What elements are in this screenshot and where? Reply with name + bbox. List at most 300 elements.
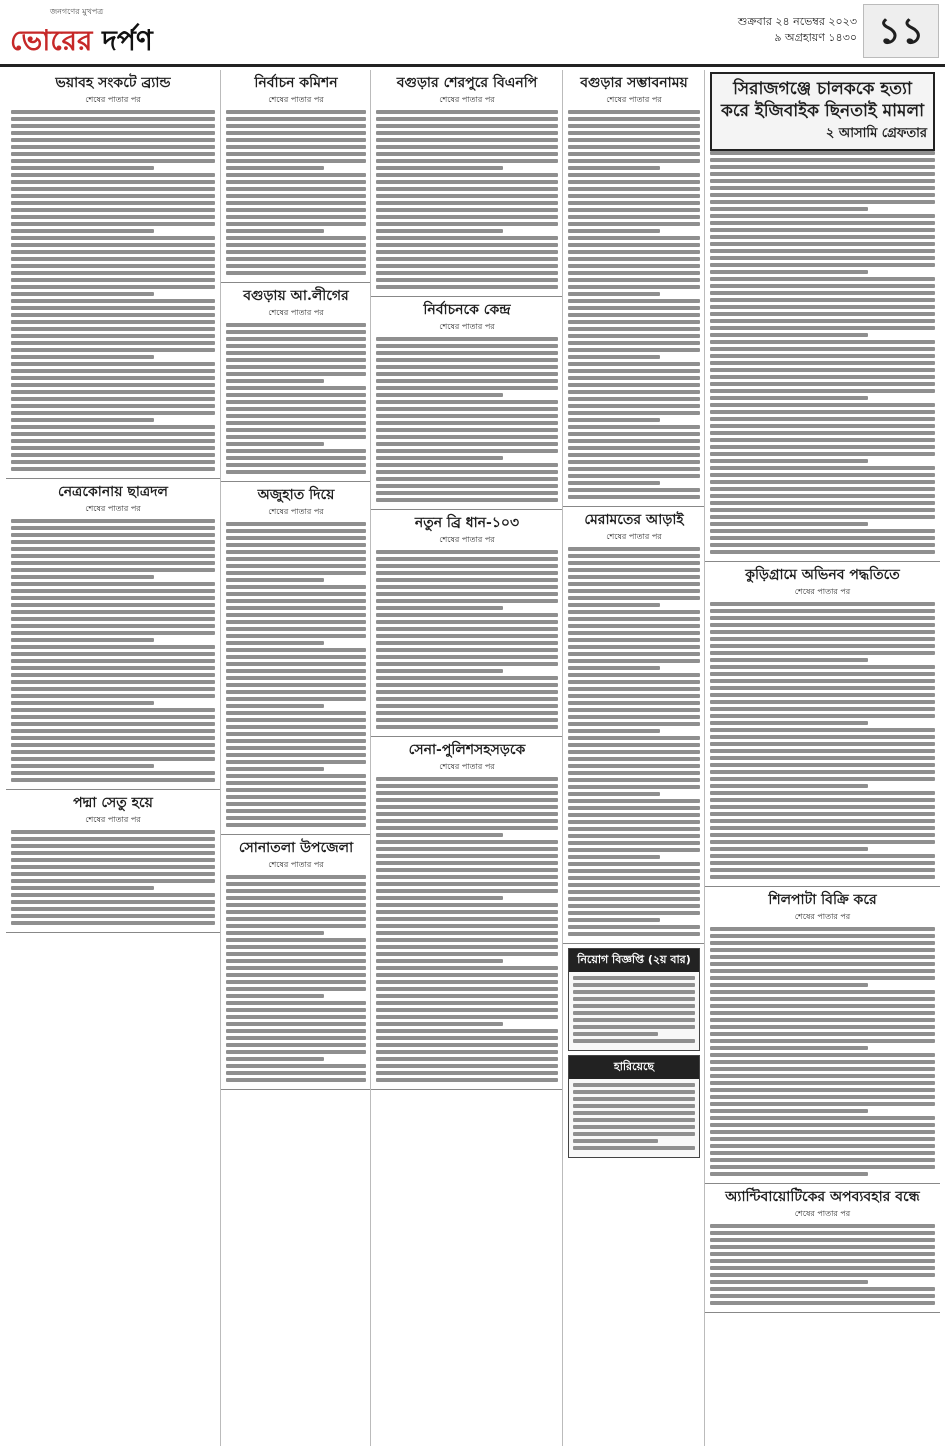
text-line [568,467,700,471]
text-line [573,1097,695,1101]
text-line [710,665,935,669]
text-line [568,603,660,607]
text-line [11,837,215,841]
text-line [11,131,215,135]
text-line [226,236,366,240]
text-line [376,1029,558,1033]
text-line [710,452,935,456]
text-line [376,875,558,879]
text-line [710,424,935,428]
text-line [11,631,215,635]
text-line [710,812,935,816]
text-line [11,397,215,401]
text-line [710,840,935,844]
text-line [710,868,935,872]
text-line [376,959,503,963]
text-line [11,729,215,733]
text-line [568,215,700,219]
text-line [226,180,366,184]
text-line [11,117,215,121]
text-line [11,886,154,890]
column-1 [6,70,220,1446]
text-line [11,369,215,373]
text-line [226,994,324,998]
text-line [710,1294,935,1298]
text-line [568,292,660,296]
text-line [376,498,558,502]
text-line [226,875,366,879]
text-line [226,208,366,212]
article [705,1184,940,1313]
text-line [710,990,935,994]
text-line [710,833,935,837]
text-line [11,257,215,261]
article-continuation: শেষের পাতার পর [85,815,141,824]
text-line [573,1090,695,1094]
text-line [226,344,366,348]
article-body-placeholder [226,875,366,1082]
text-line [568,201,700,205]
text-line [710,976,935,980]
article-continuation: শেষের পাতার পর [606,532,662,541]
text-line [11,215,215,219]
text-line [710,826,935,830]
text-line [710,165,935,169]
text-line [11,292,154,296]
article-body-placeholder [376,777,558,1082]
text-line [376,634,558,638]
text-line [376,697,558,701]
text-line [226,201,366,205]
text-line [568,313,700,317]
text-line [710,686,935,690]
text-line [226,442,324,446]
article-continuation: শেষের পাতার পর [85,504,141,513]
text-line [226,330,366,334]
text-line [710,550,935,554]
text-line [226,543,366,547]
article-headline: নির্বাচন কমিশন [254,75,338,91]
text-line [11,460,215,464]
job-ad [568,948,700,1051]
article-body-placeholder [568,110,700,499]
text-line [226,903,366,907]
text-line [11,194,215,198]
text-line [710,941,935,945]
text-line [11,383,215,387]
text-line [568,883,700,887]
text-line [11,858,215,862]
article-headline: অ্যান্টিবায়োটিকের অপব্যবহার বন্ধে [725,1189,920,1205]
text-line [226,781,366,785]
article-body-placeholder [376,110,558,289]
text-line [568,264,700,268]
text-line [226,379,324,383]
text-line [710,1231,935,1235]
text-line [568,624,700,628]
text-line [710,602,935,606]
text-line [710,672,935,676]
text-line [568,474,700,478]
text-line [376,1008,558,1012]
article-body-placeholder [226,110,366,275]
text-line [226,683,366,687]
text-line [11,229,154,233]
text-line [568,568,700,572]
text-line [11,708,215,712]
text-line [376,564,558,568]
text-line [11,313,215,317]
text-line [376,110,558,114]
text-line [11,439,215,443]
text-line [710,494,935,498]
text-line [11,568,215,572]
text-line [710,1123,935,1127]
article-headline: সেনা-পুলিশসহসড়কে [408,742,526,758]
text-line [11,582,215,586]
text-line [226,536,366,540]
text-line [710,861,935,865]
text-line [568,320,700,324]
text-line [226,592,366,596]
text-line [226,704,324,708]
text-line [376,264,558,268]
text-line [568,848,700,852]
text-line [11,271,215,275]
text-line [710,263,935,267]
text-line [11,250,215,254]
text-line [226,124,366,128]
dateline [738,14,857,46]
text-line [11,575,154,579]
text-line [710,693,935,697]
text-line [376,676,558,680]
article-body-placeholder [573,1083,695,1150]
text-line [376,812,558,816]
text-line [11,362,215,366]
text-line [568,820,700,824]
text-line [376,1050,558,1054]
text-line [376,669,503,673]
text-line [568,306,700,310]
text-line [226,802,366,806]
text-line [226,564,366,568]
text-line [376,861,558,865]
text-line [710,1266,935,1270]
text-line [568,666,660,670]
text-line [376,229,503,233]
text-line [376,725,558,729]
text-line [710,193,935,197]
text-line [573,1111,695,1115]
text-line [568,750,700,754]
text-line [11,638,154,642]
text-line [710,501,935,505]
text-line [568,481,660,485]
text-line [376,236,558,240]
article [6,70,220,479]
text-line [376,1078,558,1082]
text-line [376,571,558,575]
brand [10,6,153,66]
text-line [11,659,215,663]
text-line [710,445,935,449]
text-line [376,152,558,156]
text-line [11,694,215,698]
text-line [710,805,935,809]
text-line [710,1238,935,1242]
column-2 [220,70,371,1446]
text-line [710,221,935,225]
text-line [226,945,366,949]
text-line [710,270,868,274]
text-line [226,1022,366,1026]
text-line [376,550,558,554]
text-line [226,823,366,827]
text-line [568,208,700,212]
text-line [376,131,558,135]
text-line [226,627,366,631]
text-line [226,264,366,268]
text-line [376,592,558,596]
text-line [226,351,366,355]
text-line [11,327,215,331]
article-headline: শিলপাটা বিক্রি করে [768,892,877,908]
text-line [710,382,935,386]
text-line [568,460,700,464]
text-line [11,750,215,754]
text-line [226,938,366,942]
text-line [710,1172,868,1176]
article-headline: বগুড়ার সম্ভাবনাময় [580,75,688,91]
text-line [11,872,215,876]
text-line [11,561,215,565]
text-line [226,760,366,764]
text-line [710,368,935,372]
text-line [11,187,215,191]
text-line [710,1301,935,1305]
text-line [710,417,935,421]
text-line [376,585,558,589]
text-line [710,438,935,442]
text-line [710,1088,935,1092]
article [371,510,563,737]
text-line [568,152,700,156]
text-line [376,372,558,376]
text-line [376,215,558,219]
text-line [226,337,366,341]
text-line [376,784,558,788]
text-line [376,173,558,177]
text-line [710,1032,935,1036]
text-line [568,701,700,705]
text-line [710,354,935,358]
text-line [226,449,366,453]
text-line [376,854,558,858]
text-line [226,980,366,984]
text-line [376,791,558,795]
article-headline: নেত্রকোনায় ছাত্রদল [58,484,168,500]
text-line [568,876,700,880]
text-line [568,348,700,352]
text-line [568,631,700,635]
text-line [226,187,366,191]
text-line [11,715,215,719]
text-line [710,487,935,491]
article [221,283,371,482]
text-line [376,138,558,142]
text-line [226,966,366,970]
text-line [226,599,366,603]
text-line [226,882,366,886]
text-line [376,257,558,261]
text-line [568,404,700,408]
text-line [568,575,700,579]
text-line [568,890,700,894]
text-line [710,277,935,281]
text-line [226,456,366,460]
text-line [226,372,366,376]
text-line [568,785,700,789]
text-line [376,421,558,425]
article-headline: কুড়িগ্রামে অভিনব পদ্ধতিতে [745,567,900,583]
text-line [710,1287,935,1291]
text-line [226,414,366,418]
text-line [568,904,700,908]
text-line [568,687,700,691]
text-line [710,536,935,540]
text-line [376,718,558,722]
text-line [11,306,215,310]
text-line [710,431,935,435]
text-line [710,962,935,966]
text-line [568,257,700,261]
article-continuation: শেষের পাতার পর [268,860,324,869]
text-line [710,707,935,711]
text-line [376,124,558,128]
text-line [568,243,700,247]
text-line [568,547,700,551]
text-line [710,473,935,477]
text-line [568,918,660,922]
text-line [376,145,558,149]
text-line [11,540,215,544]
text-line [11,390,215,394]
article [221,835,371,1090]
text-line [226,606,366,610]
text-line [573,1025,695,1029]
text-line [376,187,558,191]
text-line [11,348,215,352]
text-line [710,934,935,938]
text-line [11,652,215,656]
text-line [376,456,503,460]
text-line [376,278,558,282]
text-line [376,599,558,603]
text-line [573,1032,658,1036]
text-line [376,704,558,708]
text-line [226,1036,366,1040]
brand-name-part2: দর্পণ [92,24,153,57]
text-line [568,159,700,163]
text-line [226,271,366,275]
text-line [376,117,558,121]
text-line [11,180,215,184]
text-line [11,152,215,156]
text-line [376,966,558,970]
text-line [568,271,700,275]
text-line [226,711,366,715]
column-4 [562,70,705,1446]
text-line [568,596,700,600]
article-headline: পদ্মা সেতু হয়ে [73,795,153,811]
text-line [376,1057,558,1061]
text-line [710,1109,868,1113]
text-line [376,379,558,383]
text-line [226,987,366,991]
text-line [11,453,215,457]
text-line [226,159,366,163]
article-continuation: শেষের পাতার পর [439,535,495,544]
text-line [376,358,558,362]
text-line [226,428,366,432]
text-line [376,889,558,893]
text-line [226,470,366,474]
text-line [573,976,695,980]
article-continuation: শেষের পাতার পর [85,95,141,104]
text-line [573,1118,695,1122]
masthead [0,0,945,67]
job-ad-title: নিয়োগ বিজ্ঞপ্তি (২য় বার) [569,949,699,972]
text-line [376,400,558,404]
text-line [226,138,366,142]
text-line [568,432,700,436]
text-line [573,1004,695,1008]
text-line [11,320,215,324]
text-line [710,630,935,634]
text-line [11,138,215,142]
text-line [11,865,215,869]
text-line [568,124,700,128]
text-line [11,687,215,691]
text-line [11,243,215,247]
text-line [376,1071,558,1075]
text-line [226,662,366,666]
text-line [226,917,366,921]
text-line [568,334,700,338]
text-line [226,1001,366,1005]
text-line [376,641,558,645]
text-line [568,855,660,859]
text-line [11,589,215,593]
text-line [11,173,215,177]
text-line [11,596,215,600]
text-line [226,393,366,397]
text-line [11,334,215,338]
text-line [226,753,366,757]
article-continuation: শেষের পাতার পর [606,95,662,104]
text-line [710,728,935,732]
article-body-placeholder [710,1224,935,1305]
text-line [11,201,215,205]
text-line [11,722,215,726]
text-line [11,110,215,114]
text-line [226,145,366,149]
text-line [11,145,215,149]
text-line [710,623,935,627]
text-line [226,1015,366,1019]
text-line [568,652,700,656]
